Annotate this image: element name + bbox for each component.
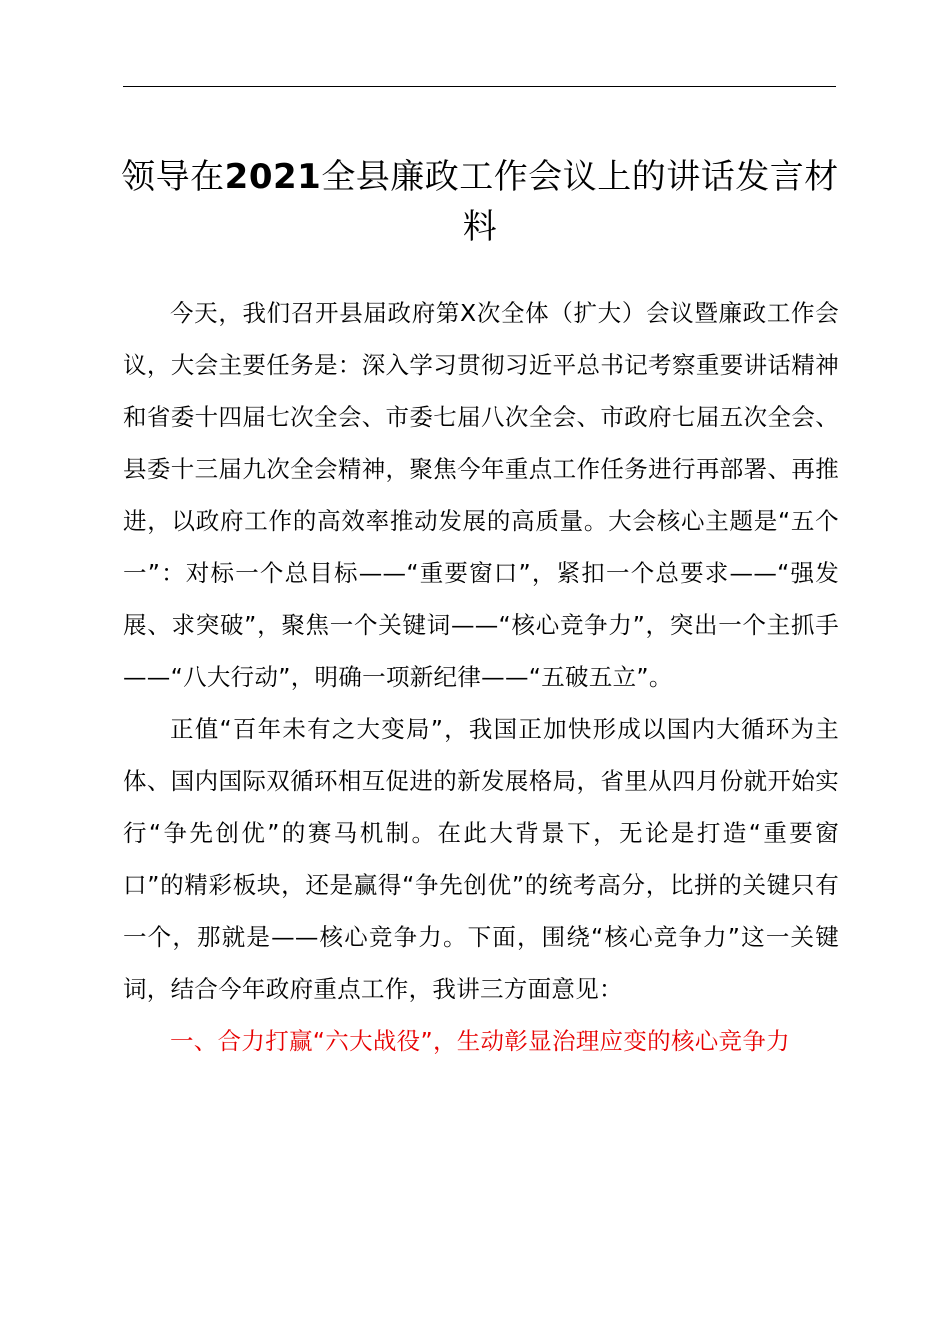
title-year: 2021 (224, 157, 322, 197)
document-title (110, 152, 850, 252)
document-body (123, 287, 839, 1067)
section-heading-1: 一、合力打赢“六大战役”，生动彰显治理应变的核心竞争力 (170, 1027, 790, 1055)
paragraph-1: 今天，我们召开县届政府第X次全体（扩大）会议暨廉政工作会议，大会主要任务是：深入学习贯彻习近平总书记考察重要讲话精神和省委十四届七次全会、市委七届八次全会、市政府七届五次全会、县委十三届九次全会精神，聚焦今年重点工作任务进行再部署、再推进，以政府工作的高效率推动发展的高质量。大会核心主题是“五个一”：对标一个总目标——“重要窗口”，紧扣一个总要求——“强发展、求突破”，聚焦一个关键词——“核心竞争力”，突出一个主抓手——“八大行动”，明确一项新纪律——“五破五立”。 (123, 299, 839, 691)
title-part1: 领导在 (121, 157, 225, 197)
title-part2: 全县廉政工作会议上的讲话发言材料 (321, 157, 839, 247)
paragraph-2: 正值“百年未有之大变局”，我国正加快形成以国内大循环为主体、国内国际双循环相互促进的新发展格局，省里从四月份就开始实行“争先创优”的赛马机制。在此大背景下，无论是打造“重要窗口”的精彩板块，还是赢得“争先创优”的统考高分，比拼的关键只有一个，那就是——核心竞争力。下面，围绕“核心竞争力”这一关键词，结合今年政府重点工作，我讲三方面意见： (123, 715, 839, 1003)
header-rule (123, 86, 836, 87)
